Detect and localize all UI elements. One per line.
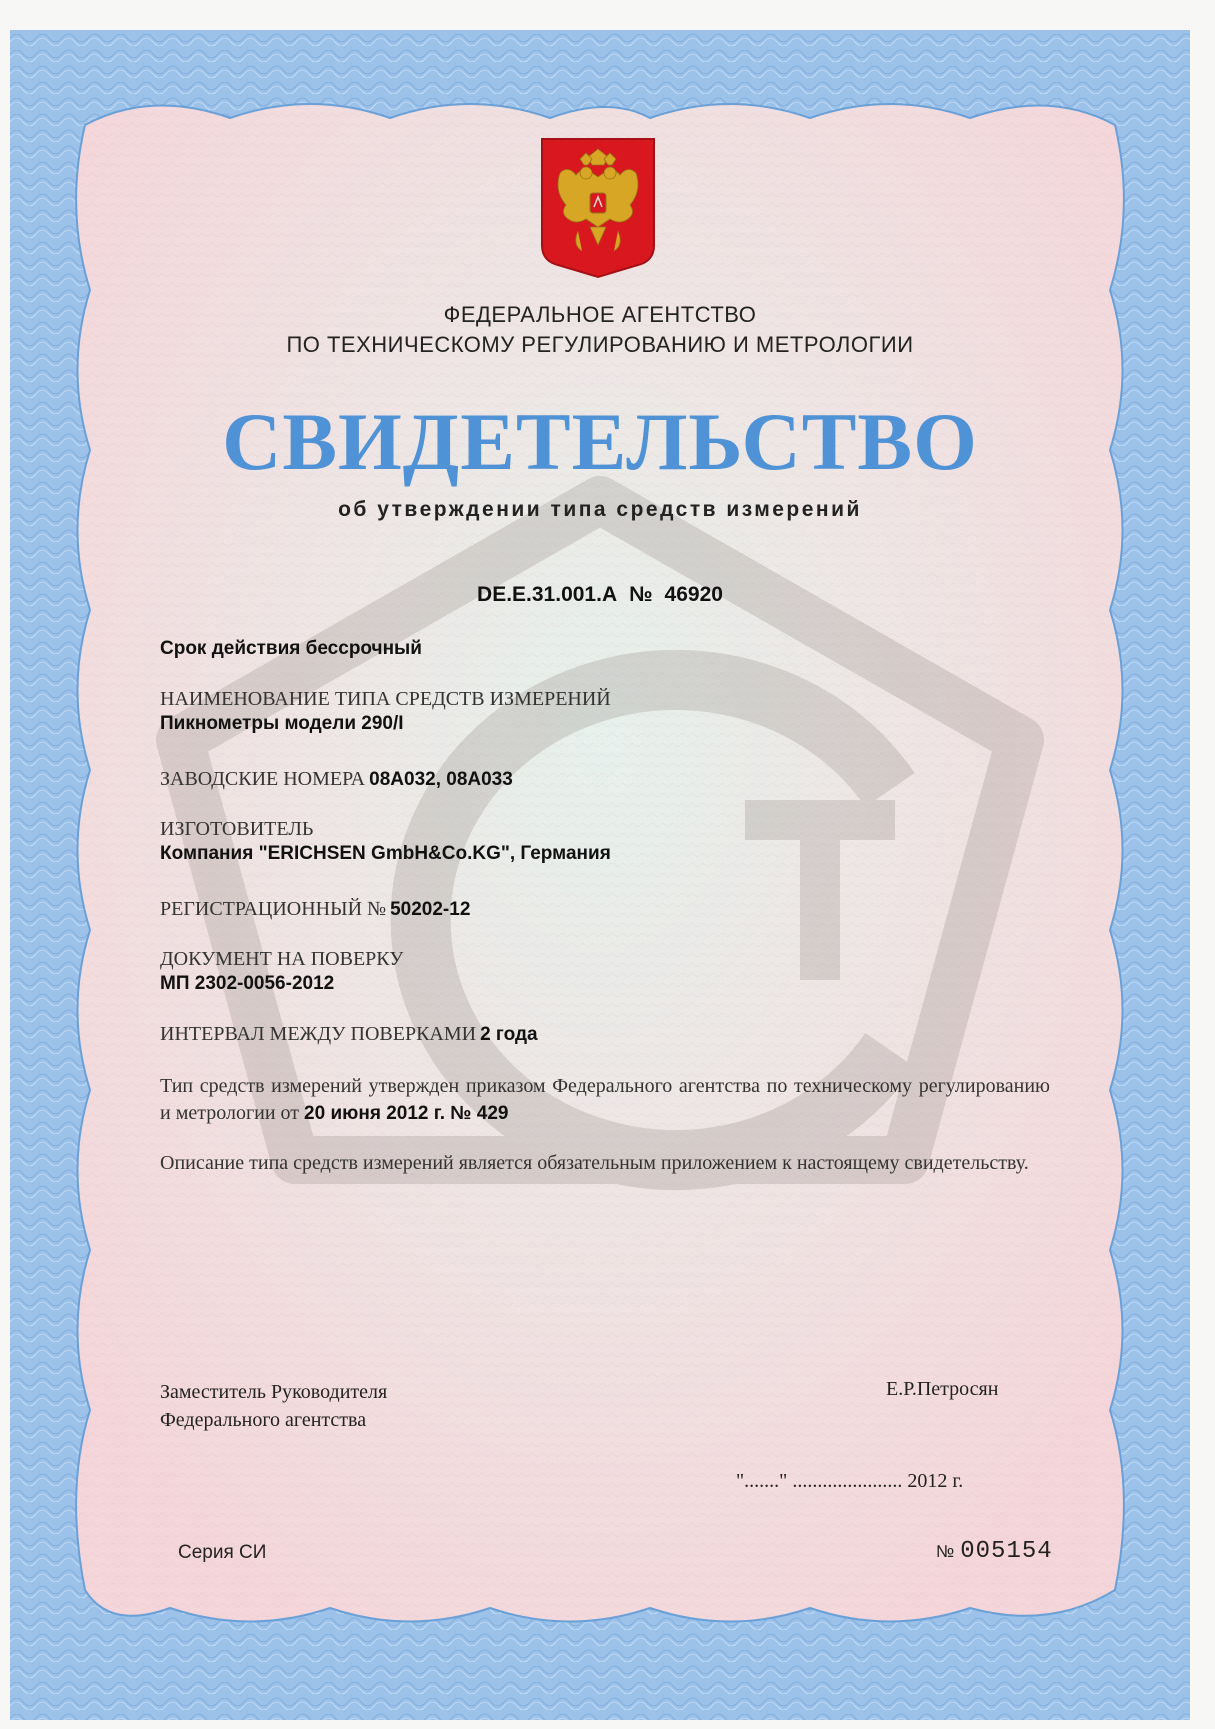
manufacturer-label: ИЗГОТОВИТЕЛЬ [160, 818, 314, 840]
validity-field [160, 638, 1050, 660]
measuring-type-value: Пикнометры модели 290/I [160, 713, 404, 734]
registration-field [160, 898, 1050, 921]
serial-number-value: 005154 [960, 1538, 1053, 1565]
verification-document-label: ДОКУМЕНТ НА ПОВЕРКУ [160, 948, 404, 970]
agency-name-line2: ПО ТЕХНИЧЕСКОМУ РЕГУЛИРОВАНИЮ И МЕТРОЛОГИИ [286, 332, 914, 357]
document-subtitle: об утверждении типа средств измерений [338, 498, 862, 521]
agency-name-line1: ФЕДЕРАЛЬНОЕ АГЕНТСТВО [443, 302, 757, 327]
certificate-number [10, 583, 1190, 607]
interval-field [160, 1023, 1050, 1046]
number-sign: № [629, 583, 653, 606]
validity-value: Срок действия бессрочный [160, 638, 422, 659]
serials-value: 08А032, 08А033 [369, 769, 513, 790]
signatory-position-line1: Заместитель Руководителя [160, 1381, 388, 1403]
certificate-number-value: 46920 [664, 583, 723, 606]
form-serial-number [936, 1538, 1053, 1565]
registration-label: РЕГИСТРАЦИОННЫЙ № [160, 898, 387, 920]
approval-text: Тип средств измерений утвержден приказом Федерального агентства по техническому регулированию и метрологии от [160, 1075, 1050, 1124]
document-title: СВИДЕТЕЛЬСТВО [222, 396, 978, 487]
signatory-position-line2: Федерального агентства [160, 1409, 367, 1431]
serial-number-sign: № [936, 1542, 955, 1561]
approval-order-date: 20 июня 2012 г. № 429 [304, 1103, 509, 1124]
signatory-position [160, 1378, 387, 1434]
signature-date-line: "......." ...................... 2012 г. [736, 1470, 964, 1492]
certificate-sheet [10, 30, 1190, 1720]
manufacturer-field [160, 818, 1050, 865]
approval-paragraph [160, 1073, 1050, 1127]
certificate-code: DE.E.31.001.A [477, 583, 618, 606]
serials-field [160, 768, 1050, 791]
signatory-name: Е.Р.Петросян [886, 1378, 999, 1400]
registration-value: 50202-12 [390, 899, 471, 920]
russian-coat-of-arms-icon [538, 135, 658, 280]
series-label: Серия СИ [178, 1542, 267, 1563]
manufacturer-value: Компания "ERICHSEN GmbH&Co.KG", Германия [160, 843, 611, 864]
description-paragraph: Описание типа средств измерений является обязательным приложением к настоящему свидетельству. [160, 1152, 1029, 1174]
measuring-type-label: НАИМЕНОВАНИЕ ТИПА СРЕДСТВ ИЗМЕРЕНИЙ [160, 688, 611, 710]
verification-document-field [160, 948, 1050, 995]
interval-value: 2 года [480, 1024, 538, 1045]
interval-label: ИНТЕРВАЛ МЕЖДУ ПОВЕРКАМИ [160, 1023, 477, 1045]
verification-document-value: МП 2302-0056-2012 [160, 973, 335, 994]
measuring-type-field [160, 688, 1050, 735]
serials-label: ЗАВОДСКИЕ НОМЕРА [160, 768, 366, 790]
